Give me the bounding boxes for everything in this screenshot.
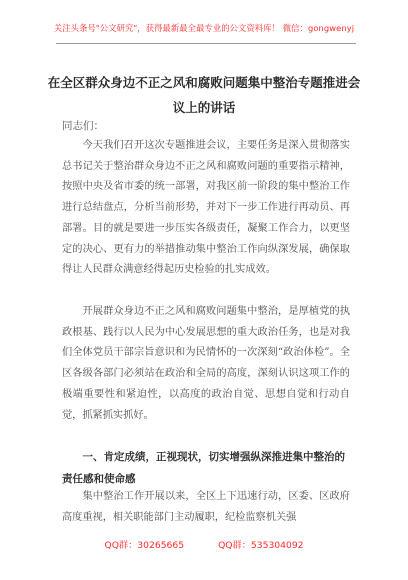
header-promo-text: 关注头条号"公文研究"，获得最新最全最专业的公文资料库！ 微信：gongwenyj: [53, 23, 355, 33]
header-divider: [56, 43, 356, 44]
body-paragraph: 集中整治工作开展以来，全区上下迅速行动，区委、区政府高度重视，相关职能部门主动履职，纪检监察机关强: [62, 491, 350, 523]
salutation: 同志们：: [62, 120, 104, 132]
document-title-line-2: 议上的讲话: [172, 100, 236, 115]
body-paragraph: 今天我们召开这次专题推进会议，主要任务是深入贯彻落实总书记关于整治群众身边不正之风和腐败问题的重要指示精神，按照中央及省市委的统一部署，对我区前一阶段的集中整治工作进行总结盘点，分析当前形势，并对下一步工作进行再动员、再部署。目的就是要进一步压实各级责任，凝聚工作合力，以更坚定的决心、更有力的举措推动集中整治工作向纵深发展，确保取得让人民群众满意经得起历史检验的扎实成效。: [62, 140, 350, 276]
body-paragraph: 开展群众身边不正之风和腐败问题集中整治，是厚植党的执政根基、践行以人民为中心发展思想的重大政治任务，也是对我们全体党员干部宗旨意识和为民情怀的一次深刻“政治体检”。全区各级各部门必须站在政治和全局的高度，深刻认识这项工作的极端重要性和紧迫性，以高度的政治自觉、思想自觉和行动自觉，抓紧抓实抓好。: [62, 306, 350, 421]
footer-contact: [0, 537, 408, 551]
footer-qq-group-2: QQ群：535304092: [218, 540, 304, 551]
section-heading: 一、肯定成绩，正视现状，切实增强纵深推进集中整治的责任感和使命感: [62, 451, 345, 485]
document-title: [40, 70, 368, 120]
footer-qq-group-1: QQ群：30265665: [104, 540, 185, 551]
document-title-line-1: 在全区群众身边不正之风和腐败问题集中整治专题推进会: [47, 75, 361, 90]
